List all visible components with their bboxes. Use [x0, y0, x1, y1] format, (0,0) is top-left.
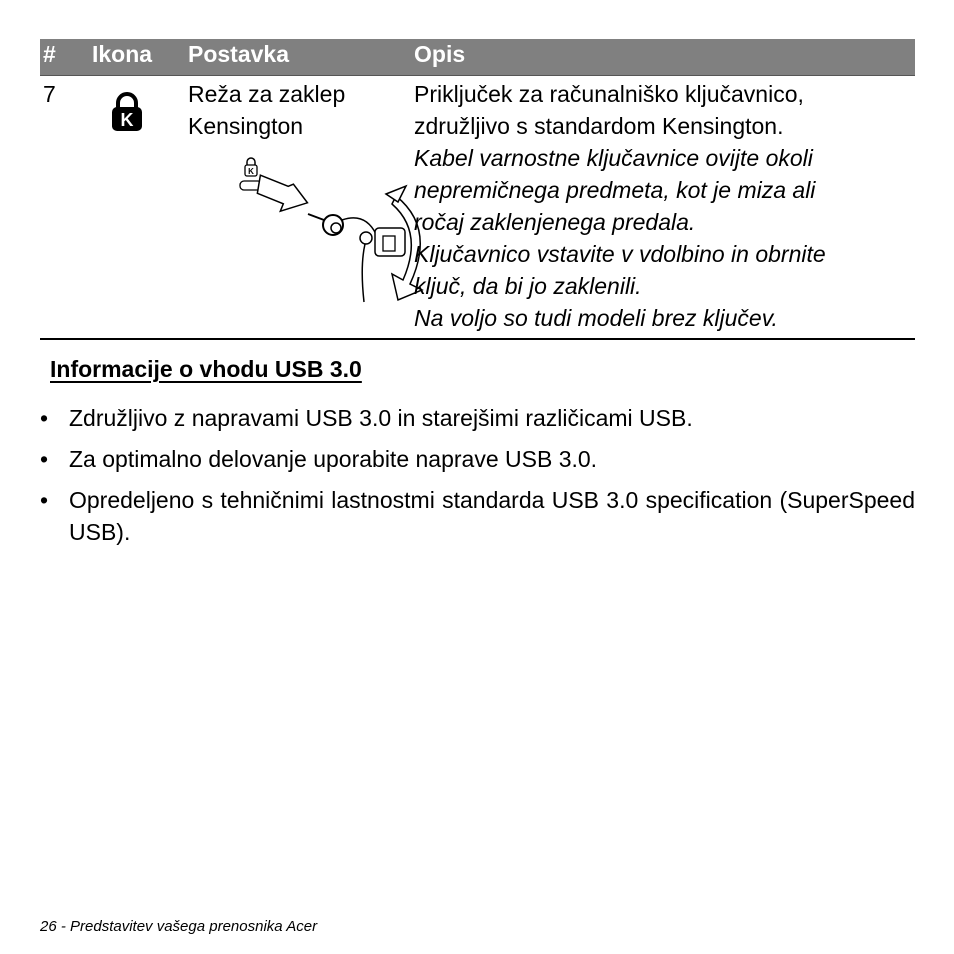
setting-name: Reža za zaklep Kensington	[188, 81, 346, 139]
list-item: • Za optimalno delovanje uporabite naprave USB 3.0.	[40, 446, 598, 472]
ports-table	[40, 39, 915, 340]
table-header	[40, 39, 915, 76]
description: Priključek za računalniško ključavnico, združljivo s standardom Kensington. Kabel varnostne ključavnice ovijte okoli nepremičnega predmeta, kot je miza ali ročaj zaklenjenega predala. Ključavnico vstavite v vdolbino in obrnite ključ, da bi jo zaklenili. Na voljo so tudi modeli brez ključev.	[414, 81, 826, 331]
usb-info-list	[40, 402, 915, 557]
list-item: • Opredeljeno s tehničnimi lastnostmi standarda USB 3.0 specification (SuperSpeed USB).	[40, 487, 915, 545]
header-setting: Postavka	[188, 41, 290, 67]
header-description: Opis	[414, 41, 466, 67]
icon-letter: K	[120, 110, 134, 130]
kensington-lock-icon	[110, 92, 144, 140]
kensington-lock-illustration	[200, 156, 430, 311]
page-footer: 26 - Predstavitev vašega prenosnika Acer	[40, 918, 318, 935]
section-heading: Informacije o vhodu USB 3.0	[50, 356, 362, 382]
svg-text:K: K	[248, 167, 254, 176]
table-row	[40, 76, 915, 340]
row-number: 7	[43, 81, 56, 107]
list-item: • Združljivo z napravami USB 3.0 in starejšimi različicami USB.	[40, 405, 693, 431]
header-icon: Ikona	[92, 41, 153, 67]
header-num: #	[43, 41, 56, 67]
